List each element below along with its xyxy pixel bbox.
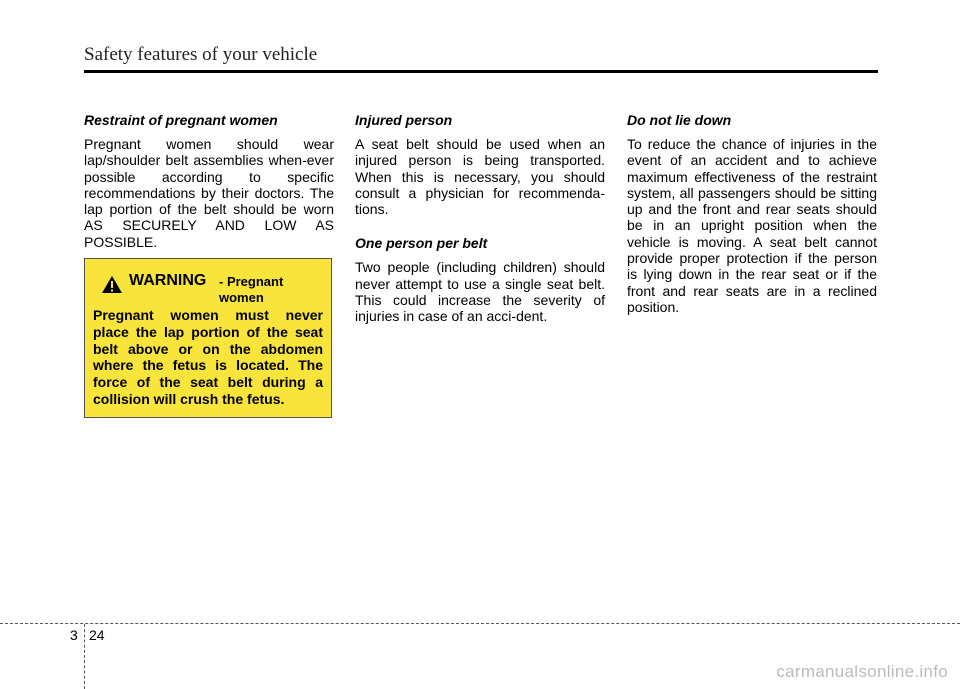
section-title-do-not-lie-down: Do not lie down xyxy=(627,112,732,128)
section-body-do-not-lie-down: To reduce the chance of injuries in the event of an accident and to achieve maximum effectiveness of the restraint system, all passengers should be sitting up and the front and rear seats should be in an upright position when the vehicle is moving. A seat belt cannot provide proper protection if the person is lying down in the rear seat or if the front and rear seats are in a reclined position. xyxy=(627,136,877,315)
section-body-one-person-per-belt: Two people (including children) should never attempt to use a single seat belt. This could increase the severity of injuries in case of an acci-dent. xyxy=(355,259,605,325)
footer-dashed-divider xyxy=(84,624,85,689)
column-1 xyxy=(84,112,334,250)
section-body-restraint-pregnant: Pregnant women should wear lap/shoulder belt assemblies when-ever possible according to specific recommendations by their doctors. The lap portion of the belt should be worn AS SECURELY AND LOW AS POSSIBLE. xyxy=(84,136,334,250)
column-3 xyxy=(627,112,877,315)
footer-dashed-rule xyxy=(0,623,960,624)
column-2 xyxy=(355,112,605,325)
section-title-one-person-per-belt: One person per belt xyxy=(355,235,488,252)
warning-text: Pregnant women must never place the lap portion of the seat belt above or on the abdomen where the fetus is located. The force of the seat belt during a collision will crush the fetus. xyxy=(93,307,323,407)
page-number: 24 xyxy=(89,627,105,643)
section-title-injured-person: Injured person xyxy=(355,112,453,128)
section-body-injured-person: A seat belt should be used when an injured person is being transported. When this is necessary, you should consult a physician for recommenda-tions. xyxy=(355,136,605,218)
warning-triangle-icon xyxy=(101,275,123,294)
warning-subtitle: - Pregnant women xyxy=(219,274,284,305)
section-title-restraint-pregnant: Restraint of pregnant women xyxy=(84,112,278,128)
watermark-text: carmanualsonline.info xyxy=(776,662,948,681)
page-header-title: Safety features of your vehicle xyxy=(84,44,318,65)
warning-header xyxy=(93,271,323,307)
header-rule xyxy=(84,70,878,73)
warning-box xyxy=(84,258,332,418)
warning-label: WARNING xyxy=(129,272,207,289)
chapter-number: 3 xyxy=(70,627,78,643)
